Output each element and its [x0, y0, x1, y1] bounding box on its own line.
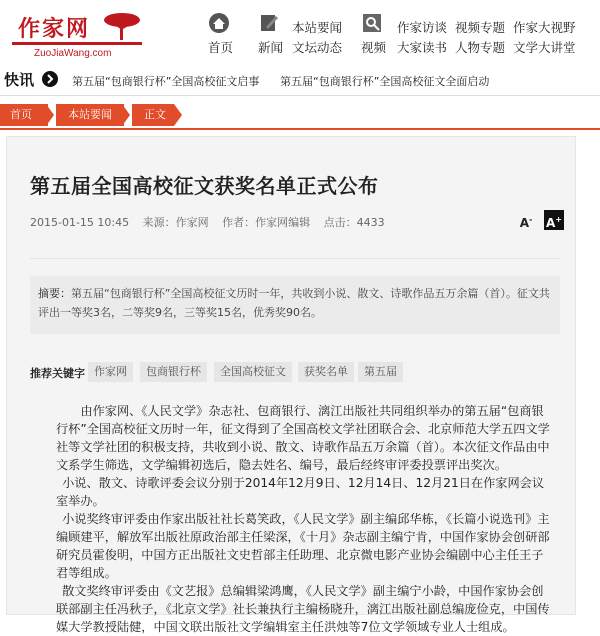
nav-literary-news[interactable]: 文坛动态 — [292, 40, 343, 55]
logo-tree-icon — [102, 8, 142, 44]
breadcrumb-home[interactable]: 首页 — [0, 104, 48, 126]
article-paragraph: 小说奖终审评委由作家出版社社长葛笑政，《人民文学》副主编邱华栋，《长篇小说选刊》主编顾建平，解放军出版社原政治部主任梁深，《十月》杂志副主编宁肯，中国作家协会创研部研究员霍俊明，中国方正出版社文史哲部主任助理、北京微电影产业协会编剧中心主任王子君等组成。 — [56, 512, 550, 580]
video-icon[interactable] — [361, 12, 383, 34]
article-summary — [30, 276, 560, 334]
article-meta — [30, 214, 395, 230]
logo-domain: ZuoJiaWang.com — [34, 48, 112, 59]
article-source: 来源：作家网 — [142, 216, 209, 229]
nav-site-news[interactable]: 本站要闻 — [292, 20, 343, 35]
breadcrumb-separator — [46, 104, 54, 126]
article-paragraph: 由作家网、《人民文学》杂志社、包商银行、漓江出版社共同组织举办的第五届“包商银行杯”全国高校征文历时一年，征文得到了全国高校文学社团联合会、北京师范大学五四文学社等文学社团的积极支持，共收到小说、散文、诗歌作品五万余篇（首）。本次征文作品由中文系学生筛选，文学编辑初选后，隐去姓名、编号，最后经终审评委投票评出奖次。 — [56, 404, 550, 472]
breadcrumb-site-news[interactable]: 本站要闻 — [56, 104, 124, 126]
article-clicks: 点击：4433 — [323, 216, 385, 229]
nav-video[interactable]: 视频 — [361, 40, 387, 55]
meta-divider — [30, 258, 560, 259]
article-paragraph: 小说、散文、诗歌评委会议分别于2014年12月9日、12月14日、12月21日在作家网会议室举办。 — [56, 476, 545, 508]
news-flash-bar — [0, 66, 600, 92]
nav-literary-lecture[interactable]: 文学大讲堂 — [513, 40, 576, 55]
news-flash-item[interactable]: 第五届“包商银行杯”全国高校征文全面启动 — [280, 75, 490, 88]
summary-label: 摘要： — [38, 287, 71, 300]
breadcrumb-end — [174, 104, 182, 126]
breadcrumb-separator — [122, 104, 130, 126]
font-decrease-button[interactable]: A- — [519, 215, 533, 230]
tag-item[interactable]: 作家网 — [88, 362, 133, 382]
nav-video-topics[interactable]: 视频专题 — [455, 20, 506, 35]
nav-news[interactable]: 新闻 — [258, 40, 284, 55]
summary-text: 第五届“包商银行杯”全国高校征文历时一年，共收到小说、散文、诗歌作品五万余篇（首）。征文共评出一等奖3名，二等奖9名，三等奖15名，优秀奖90名。 — [38, 287, 550, 319]
nav-writer-reading[interactable]: 大家读书 — [397, 40, 448, 55]
arrow-right-icon[interactable] — [42, 71, 58, 87]
nav-writer-vision[interactable]: 作家大视野 — [513, 20, 576, 35]
breadcrumb-current: 正文 — [132, 104, 174, 126]
news-flash-label: 快讯 — [4, 71, 35, 89]
tag-item[interactable]: 第五届 — [358, 362, 403, 382]
article-title: 第五届全国高校征文获奖名单正式公布 — [30, 174, 379, 198]
site-header — [0, 0, 600, 64]
news-icon[interactable] — [258, 12, 280, 34]
nav-home[interactable]: 首页 — [208, 40, 234, 55]
breadcrumb-underline — [0, 128, 600, 130]
logo-underline — [12, 42, 142, 45]
article-author: 作者：作家网编辑 — [222, 216, 311, 229]
nav-writer-interview[interactable]: 作家访谈 — [397, 20, 448, 35]
tags-label: 推荐关键字 — [30, 367, 85, 380]
article-body — [56, 402, 552, 636]
article-paragraph: 散文奖终审评委由《文艺报》总编辑梁鸿鹰，《人民文学》副主编宁小龄，中国作家协会创联部副主任冯秋子，《北京文学》社长兼执行主编杨晓升，漓江出版社副总编庞俭克，中国传媒大学教授陆健，中国文联出版社文学编辑室主任洪烛等7位文学领域专业人士组成。 — [56, 584, 550, 634]
home-icon[interactable] — [208, 12, 230, 34]
logo-text: 作家网 — [18, 16, 91, 42]
tag-item[interactable]: 获奖名单 — [298, 362, 354, 382]
font-increase-button[interactable]: A+ — [544, 210, 564, 230]
nav-people-topics[interactable]: 人物专题 — [455, 40, 506, 55]
header-divider — [0, 95, 600, 96]
tag-item[interactable]: 包商银行杯 — [140, 362, 207, 382]
article-date: 2015-01-15 10:45 — [30, 216, 130, 229]
site-logo[interactable] — [6, 4, 146, 60]
tag-item[interactable]: 全国高校征文 — [214, 362, 292, 382]
news-flash-item[interactable]: 第五届“包商银行杯”全国高校征文启事 — [72, 75, 260, 88]
